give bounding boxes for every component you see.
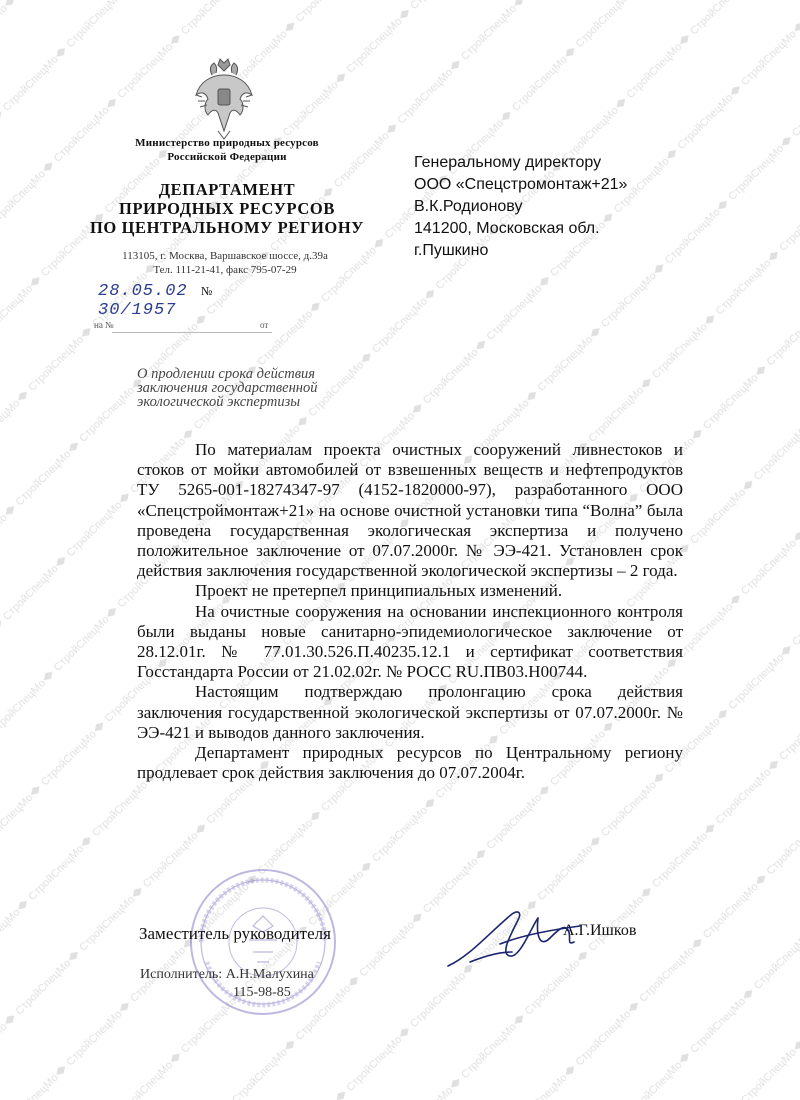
signature-icon bbox=[440, 896, 610, 976]
department-name-line2: ПРИРОДНЫХ РЕСУРСОВ bbox=[119, 199, 335, 218]
reference-underline bbox=[112, 332, 272, 333]
body-paragraph: По материалам проекта очистных сооружений ливнестоков и стоков от мойки автомобилей от взвешенных веществ и нефтепродуктов ТУ 5265-001-18274347-97 (4152-1820000-97), разработанного ООО «Спецстроймонтаж+21» на основе очистной установки типа “Волна” была проведена государственная экологическая экспертиза и получено положительное заключение от 07.07.2000г. № ЭЭ-421. Установлен срок действия заключения государственной экологической экспертизы – 2 года. bbox=[137, 440, 683, 581]
letter-body bbox=[137, 440, 683, 783]
executor-name: Исполнитель: А.Н.Малухина bbox=[140, 967, 314, 982]
recipient-address: 141200, Московская обл. bbox=[414, 220, 600, 237]
subject-line2: заключения государственной bbox=[137, 380, 318, 396]
signer-name: А.Г.Ишков bbox=[563, 922, 637, 939]
subject-line3: экологической экспертизы bbox=[137, 394, 301, 410]
recipient-position: Генеральному директору bbox=[414, 154, 602, 171]
signer-title: Заместитель руководителя bbox=[139, 924, 331, 943]
reference-from: от bbox=[260, 320, 269, 330]
recipient-city: г.Пушкино bbox=[414, 242, 489, 259]
department-name-line1: ДЕПАРТАМЕНТ bbox=[158, 180, 296, 199]
reference-line bbox=[94, 320, 294, 330]
subject-line1: О продлении срока действия bbox=[137, 366, 316, 382]
ministry-name-line1: Министерство природных ресурсов bbox=[135, 137, 319, 149]
recipient-name: В.К.Родионову bbox=[414, 198, 523, 215]
department-name-line3: ПО ЦЕНТРАЛЬНОМУ РЕГИОНУ bbox=[89, 218, 365, 237]
outgoing-number: 30/1957 bbox=[98, 301, 177, 320]
recipient-company: ООО «Спецстромонтаж+21» bbox=[414, 176, 628, 193]
department-address: 113105, г. Москва, Варшавское шоссе, д.39а bbox=[122, 250, 328, 262]
eagle-emblem-icon bbox=[192, 55, 256, 143]
executor-phone: 115-98-85 bbox=[233, 985, 291, 1000]
body-paragraph: Проект не претерпел принципиальных изменений. bbox=[195, 581, 563, 601]
ministry-name-line2: Российской Федерации bbox=[167, 151, 287, 163]
outgoing-date-number bbox=[98, 282, 298, 320]
body-paragraph: Департамент природных ресурсов по Центральному региону продлевает срок действия заключения до 07.07.2004г. bbox=[137, 743, 683, 783]
number-sign: № bbox=[200, 284, 214, 298]
body-paragraph: На очистные сооружения на основании инспекционного контроля были выданы новые санитарно-эпидемиологическое заключение от 28.12.01г. № 77.01.30.526.П.40235.12.1 и сертификат соответствия Госстандарта России от 21.02.02г. № РОСС RU.ПВ03.Н00744. bbox=[137, 601, 683, 682]
body-paragraph: Настоящим подтверждаю пролонгацию срока действия заключения государственной экологической экспертизы от 07.07.2000г. № ЭЭ-421 и выводов данного заключения. bbox=[137, 682, 683, 742]
reference-prefix: на № bbox=[94, 320, 114, 330]
outgoing-date: 28.05.02 bbox=[98, 282, 188, 301]
department-phone-fax: Тел. 111-21-41, факс 795-07-29 bbox=[153, 264, 297, 276]
